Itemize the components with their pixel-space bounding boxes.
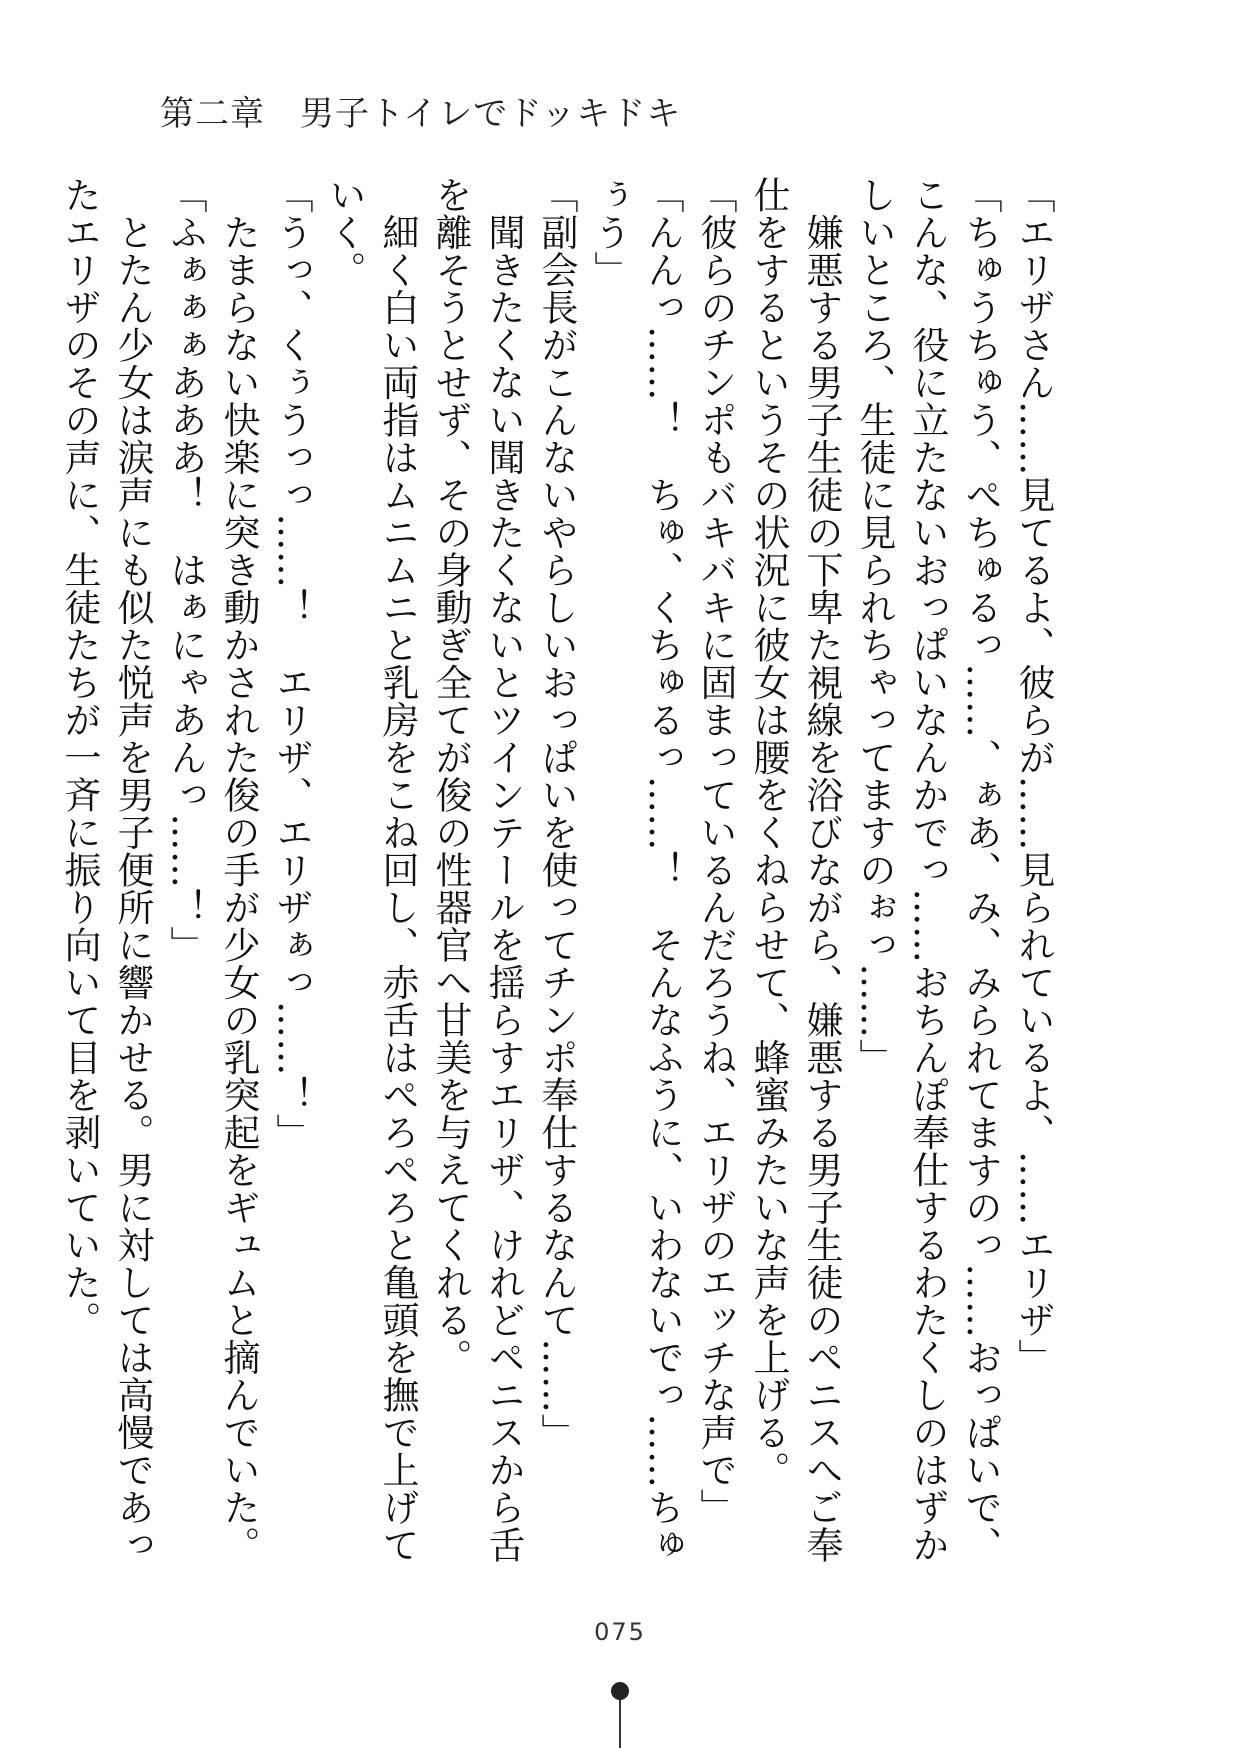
paragraph: 「んんっ……！ ちゅ、くちゅるっ……！ そんなふうに、いわないでっ……ちゅぅう」 — [588, 176, 684, 1564]
page-number: 075 — [594, 1618, 646, 1646]
paragraph: 「うっ、くぅうっっ……！ エリザ、エリザぁっ……！」 — [270, 176, 313, 1151]
paragraph: 嫌悪する男子生徒の下卑た視線を浴びながら、嫌悪する男子生徒のペニスへご奉仕をするというその状況に彼女は腰をくねらせて、蜂蜜みたいな声を上げる。 — [747, 176, 843, 1564]
paragraph: 「ちゅうちゅう、ぺちゅるっ……、ぁあ、み、みられてますのっ……おっぱいで、こんな、役に立たないおっぱいなんかでっ……おちんぽ奉仕するわたくしのはずかしいところ、生徒に見られちゃってますのぉっ……」 — [853, 176, 1002, 1564]
paragraph: 聞きたくない聞きたくないとツインテールを揺らすエリザ、けれどペニスから舌を離そうとせず、その身動ぎ全てが俊の性器官へ甘美を与えてくれる。 — [429, 176, 525, 1564]
paragraph: とたん少女は涙声にも似た悦声を男子便所に響かせる。男に対しては高慢であったエリザのその声に、生徒たちが一斉に振り向いて目を剥いていた。 — [58, 176, 154, 1564]
page-marker-line — [619, 1700, 621, 1748]
body-text — [53, 176, 1060, 1576]
chapter-title: 第二章 男子トイレでドッキドキ — [160, 94, 682, 134]
paragraph: 「ふぁぁぁあああ！ はぁにゃあんっ……！」 — [164, 176, 207, 964]
paragraph: 「彼らのチンポもバキバキに固まっているんだろうね、エリザのエッチな声で」 — [694, 176, 737, 1526]
paragraph: たまらない快楽に突き動かされた俊の手が少女の乳突起をギュムと摘んでいた。 — [217, 176, 260, 1564]
paragraph: 「エリザさん……見てるよ、彼らが……見られているよ、……エリザ」 — [1012, 176, 1055, 1376]
paragraph: 「副会長がこんないやらしいおっぱいを使ってチンポ奉仕するなんて……」 — [535, 176, 578, 1451]
paragraph: 細く白い両指はムニムニと乳房をこね回し、赤舌はぺろぺろと亀頭を撫で上げていく。 — [323, 176, 419, 1564]
page-marker-dot-icon — [611, 1682, 629, 1700]
